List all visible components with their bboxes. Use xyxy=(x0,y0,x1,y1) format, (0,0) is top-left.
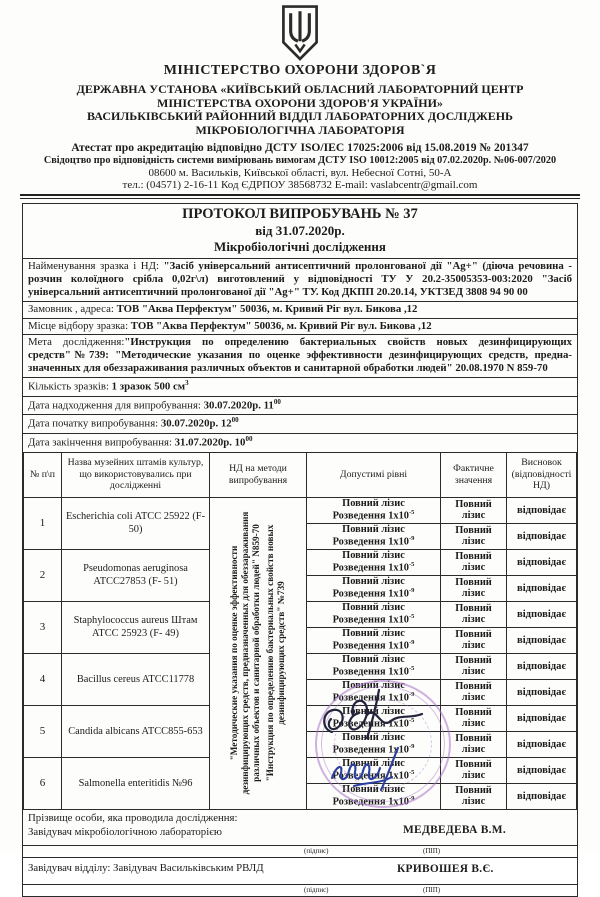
head-name: КРИВОШЕЯ В.Є. xyxy=(397,862,494,875)
head-row xyxy=(23,858,577,885)
superscript: 3 xyxy=(185,379,189,388)
allowed-level: Повний лізис Розведення $1х10^{-5}$ xyxy=(307,653,441,679)
signature-caption: (підпис) xyxy=(304,846,329,855)
actual-value: Повний лізис xyxy=(441,523,507,549)
conclusion-value: відповідає xyxy=(507,679,577,705)
row-number: 4 xyxy=(24,653,62,705)
info-label: Замовник , адреса: xyxy=(28,302,117,315)
superscript: 00 xyxy=(245,434,253,443)
info-value: 31.07.2020р. 10 xyxy=(174,436,246,449)
ministry-title: МІНІСТЕРСТВО ОХОРОНИ ЗДОРОВ`Я xyxy=(163,63,437,78)
protocol-subtitle: Мікробіологічні дослідження xyxy=(214,238,386,254)
org-name-line3: ВАСИЛЬКІВСЬКИЙ РАЙОННИЙ ВІДДІЛ ЛАБОРАТОРНИХ ДОСЛІДЖЕНЬ xyxy=(87,109,513,124)
col-header-num: № п\п xyxy=(24,452,62,497)
organism-name: Pseudomonas aeruginosa ATCC27853 (F- 51) xyxy=(62,549,210,601)
allowed-level: Повний лізис Розведення $1х10^{-5}$ xyxy=(307,549,441,575)
info-row-sampling-place xyxy=(23,319,577,336)
info-row-sample-name xyxy=(23,259,577,302)
conclusion-value: відповідає xyxy=(507,705,577,731)
actual-value: Повний лізис xyxy=(441,575,507,601)
col-header-actual: Фактичне значення xyxy=(441,452,507,497)
info-label: Дата закінчення випробування: xyxy=(28,436,175,449)
superscript: 00 xyxy=(273,397,281,406)
allowed-level: Повний лізис Розведення $1х10^{-9}$ xyxy=(307,679,441,705)
info-value: 30.07.2020р. 12 xyxy=(160,418,232,430)
info-value: 1 зразок 500 см xyxy=(111,380,186,393)
col-header-conclusion: Висновок (відповідності НД) xyxy=(507,452,577,497)
row-number: 5 xyxy=(24,705,62,757)
name-caption: (ПІП) xyxy=(423,846,441,855)
actual-value: Повний лізис xyxy=(441,497,507,523)
org-name-line2: МІНІСТЕРСТВА ОХОРОНИ ЗДОРОВ'Я УКРАЇНИ» xyxy=(157,95,443,110)
organism-name: Salmonella enteritidis №96 xyxy=(62,757,210,809)
info-row-quantity xyxy=(23,378,577,397)
org-name-line4: МІКРОБІОЛОГІЧНА ЛАБОРАТОРІЯ xyxy=(195,123,405,138)
performer-label-line2: Завідувач мікробіологічною лабораторією xyxy=(28,826,222,839)
ukraine-trident-icon xyxy=(277,5,323,61)
signature-caption-strip xyxy=(23,846,577,858)
actual-value: Повний лізис xyxy=(441,549,507,575)
protocol-title-block xyxy=(23,204,577,259)
row-number: 6 xyxy=(24,757,62,809)
protocol-date: від 31.07.2020р. xyxy=(255,222,345,238)
info-row-customer xyxy=(23,302,577,319)
actual-value: Повний лізис xyxy=(441,705,507,731)
conclusion-value: відповідає xyxy=(507,627,577,653)
certificate-line: Свідоцтво про відповідність системи вимірювань вимогам ДСТУ ISO 10012:2005 від 07.02.2020р. №06-007/2020 xyxy=(43,154,557,166)
info-value: ТОВ "Аква Перфектум" 50036, м. Кривий Ріг вул. Бикова ,12 xyxy=(130,319,432,332)
org-name-line1: ДЕРЖАВНА УСТАНОВА «КИЇВСЬКИЙ ОБЛАСНИЙ ЛАБОРАТОРНИЙ ЦЕНТР xyxy=(76,82,524,96)
conclusion-value: відповідає xyxy=(507,575,577,601)
conclusion-value: відповідає xyxy=(507,601,577,627)
header-divider xyxy=(20,194,580,199)
info-value: 30.07.2020р. 11 xyxy=(203,399,274,412)
conclusion-value: відповідає xyxy=(507,731,577,757)
col-header-allowed: Допустимі рівні xyxy=(307,452,441,497)
contacts-line: тел.: (04571) 2-16-11 Код ЄДРПОУ 38568732 E-mail: vaslabcentr@gmail.com xyxy=(122,178,478,191)
conclusion-value: відповідає xyxy=(507,549,577,575)
info-label: Місце відбору зразка: xyxy=(28,319,131,332)
method-doc-1: "Методические указания по оценке эффективности дезинфицирующих средств, предназначенных для обеззараживания различных объектов и санитарной обработки людей" N859-70 xyxy=(229,511,262,795)
actual-value: Повний лізис xyxy=(441,679,507,705)
allowed-level: Повний лізис Розведення $1х10^{-9}$ xyxy=(307,783,441,809)
info-row-date-started xyxy=(23,415,577,434)
organism-name: Escherichia coli ATCC 25922 (F-50) xyxy=(62,497,210,549)
organism-name: Candida albicans ATCC855-653 xyxy=(62,705,210,757)
signature-caption: (підпис) xyxy=(304,885,329,894)
allowed-level: Повний лізис Розведення $1х10^{-9}$ xyxy=(307,731,441,757)
address-line: 08600 м. Васильків, Київської області, вул. Небесної Сотні, 50-А xyxy=(148,166,452,179)
allowed-level: Повний лізис Розведення $1х10^{-9}$ xyxy=(307,523,441,549)
allowed-level: Повний лізис Розведення $1х10^{-9}$ xyxy=(307,627,441,653)
info-value: "Инструкция по определению бактериальных свойств новых дезинфицирующих средств"№739: "Методические указания по оценке эффективности дезинфицирующих средств, предна-значенных для обеззараживания различных объектов и санитарной обработки людей" 20.08.1970 N 859-70 xyxy=(28,336,573,375)
info-value: ТОВ "Аква Перфектум" 50036, м. Кривий Ріг вул. Бикова ,12 xyxy=(116,302,418,315)
conclusion-value: відповідає xyxy=(507,497,577,523)
info-label: Кількість зразків: xyxy=(28,380,112,393)
performer-name: МЕДВЕДЕВА В.М. xyxy=(403,823,507,836)
actual-value: Повний лізис xyxy=(441,601,507,627)
row-number: 1 xyxy=(24,497,62,549)
table-row xyxy=(24,497,577,523)
allowed-level: Повний лізис Розведення $1х10^{-5}$ xyxy=(307,497,441,523)
actual-value: Повний лізис xyxy=(441,757,507,783)
info-label: Мета дослідження: xyxy=(28,336,125,349)
signature-caption-strip xyxy=(23,885,577,896)
row-number: 2 xyxy=(24,549,62,601)
actual-value: Повний лізис xyxy=(441,627,507,653)
col-header-name: Назва музейних штамів культур, що використовувались при дослідженні xyxy=(62,452,210,497)
method-doc-2: "Инструкция по определению бактериальных свойств новых дезинфицирующих средств" №739 xyxy=(264,524,286,782)
conclusion-value: відповідає xyxy=(507,757,577,783)
accreditation-line: Атестат про акредитацію відповідно ДСТУ ISO/IEC 17025:2006 від 15.08.2019 № 201347 xyxy=(71,140,529,154)
protocol-box xyxy=(22,203,578,897)
conclusion-value: відповідає xyxy=(507,523,577,549)
performer-row xyxy=(23,810,577,846)
letterhead xyxy=(0,0,600,191)
allowed-level: Повний лізис Розведення $1х10^{-9}$ xyxy=(307,575,441,601)
allowed-level: Повний лізис Розведення $1х10^{-5}$ xyxy=(307,757,441,783)
method-documents-cell xyxy=(210,497,307,809)
actual-value: Повний лізис xyxy=(441,653,507,679)
organism-name: Staphylococcus aureus Штам ATCC 25923 (F- 49) xyxy=(62,601,210,653)
info-row-date-received xyxy=(23,397,577,416)
conclusion-value: відповідає xyxy=(507,653,577,679)
info-value: "Засіб універсальний антисептичний пролонгованої дії "Ag+" (діюча речовина - розчин колоїдного срібла 0,02г\л) виготовлений у відповідності ТУ У 20.2-35005353-003:2020 "Засіб універсальний антисептичний пролонгованої дії "Ag+" ТУ. Код ДКПП 20.20.14, УКТЗЕД 3808 94 90 00 xyxy=(28,259,572,298)
actual-value: Повний лізис xyxy=(441,783,507,809)
actual-value: Повний лізис xyxy=(441,731,507,757)
info-label: Дата початку випробування: xyxy=(28,418,161,430)
row-number: 3 xyxy=(24,601,62,653)
results-table xyxy=(23,452,577,810)
name-caption: (ПІП) xyxy=(423,885,441,894)
info-row-purpose xyxy=(23,335,577,378)
info-label: Дата надходження для випробування: xyxy=(28,399,204,412)
superscript: 00 xyxy=(231,416,239,425)
table-header-row xyxy=(24,452,577,497)
info-label: Найменування зразка і НД: xyxy=(28,259,164,272)
allowed-level: Повний лізис Розведення $1х10^{-5}$ xyxy=(307,601,441,627)
conclusion-value: відповідає xyxy=(507,783,577,809)
performer-label-line1: Прізвище особи, яка проводила дослідження: xyxy=(28,811,238,824)
organism-name: Bacillus cereus ATCC11778 xyxy=(62,653,210,705)
allowed-level: Повний лізис Розведення $1х10^{-5}$ xyxy=(307,705,441,731)
info-row-date-finished xyxy=(23,434,577,452)
col-header-method: НД на методи випробування xyxy=(210,452,307,497)
head-label: Завідувач відділу: Завідувач Васильківським РВЛД xyxy=(28,861,264,874)
protocol-title: ПРОТОКОЛ ВИПРОБУВАНЬ № 37 xyxy=(182,205,418,222)
